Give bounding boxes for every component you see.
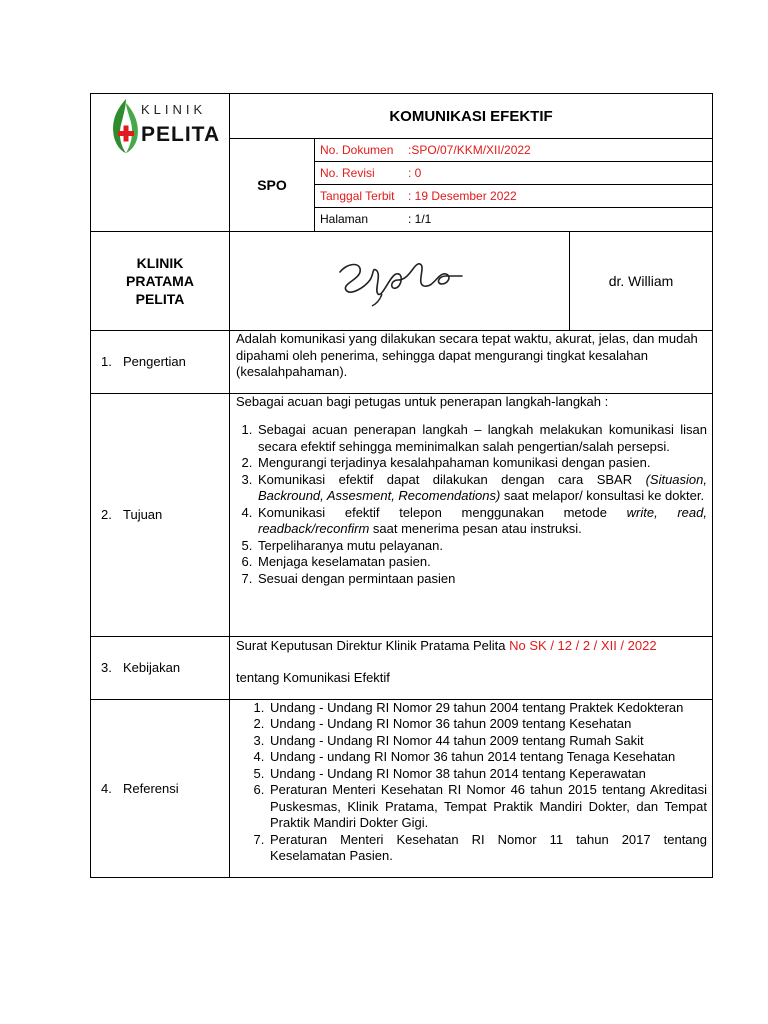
org-line: PELITA — [135, 291, 185, 307]
meta-key: No. Dokumen — [320, 143, 394, 157]
row-referensi — [91, 699, 713, 877]
meta-cell — [315, 139, 713, 232]
meta-row-dokumen — [315, 139, 712, 162]
list-item: 2. Mengurangi terjadinya kesalahpahaman komunikasi dengan pasien. — [256, 455, 707, 472]
meta-row-revisi — [315, 162, 712, 185]
row-kebijakan — [91, 636, 713, 699]
logo-text-klinik: KLINIK — [141, 102, 207, 117]
list-item: 5. Undang - Undang RI Nomor 38 tahun 2014 tentang Keperawatan — [268, 766, 707, 783]
meta-key: Tanggal Terbit — [320, 189, 395, 203]
meta-table — [315, 139, 712, 230]
meta-value: : 0 — [408, 166, 422, 180]
org-line: PRATAMA — [126, 273, 194, 289]
pengertian-paragraph: Adalah komunikasi yang dilakukan secara tepat waktu, akurat, jelas, dan mudah dipahami oleh penerima, sehingga dapat mengurangi tingkat kesalahan (kesalahpahaman). — [236, 331, 698, 379]
meta-row-halaman — [315, 208, 712, 231]
list-item: 1. Undang - Undang RI Nomor 29 tahun 2004 tentang Praktek Kedokteran — [268, 700, 707, 717]
text-pengertian — [230, 331, 713, 393]
list-item: 4. Undang - undang RI Nomor 36 tahun 2014 tentang Tenaga Kesehatan — [268, 749, 707, 766]
section-label: Pengertian — [123, 354, 186, 370]
spo-label: SPO — [230, 139, 315, 232]
list-item: 7. Peraturan Menteri Kesehatan RI Nomor 11 tahun 2017 tentang Keselamatan Pasien. — [268, 832, 707, 865]
signatory-name: dr. William — [570, 232, 713, 331]
logo-text-pelita: PELITA — [141, 123, 221, 146]
row-tujuan — [91, 393, 713, 636]
list-item: 4. Komunikasi efektif telepon menggunakan metode write, read, readback/reconfirm saat menerima pesan atau instruksi. — [256, 505, 707, 538]
kebijakan-line1: Surat Keputusan Direktur Klinik Pratama Pelita No SK / 12 / 2 / XII / 2022 — [236, 637, 657, 653]
text-referensi — [230, 699, 713, 877]
section-number: 1. — [101, 354, 112, 370]
meta-value: :SPO/07/KKM/XII/2022 — [408, 143, 531, 157]
header-table — [90, 93, 713, 232]
list-item: 3. Komunikasi efektif dapat dilakukan dengan cara SBAR (Situasion, Backround, Assesment, Recomendations) saat melapor/ konsultasi ke dokter. — [256, 472, 707, 505]
clinic-logo — [91, 94, 229, 154]
referensi-list — [236, 700, 707, 865]
spo-document — [90, 93, 713, 878]
document-title: KOMUNIKASI EFEKTIF — [230, 94, 713, 139]
content-table — [90, 331, 713, 878]
list-item: 2. Undang - Undang RI Nomor 36 tahun 2009 tentang Kesehatan — [268, 716, 707, 733]
list-item: 3. Undang - Undang RI Nomor 44 tahun 2009 tentang Rumah Sakit — [268, 733, 707, 750]
label-tujuan — [91, 393, 230, 636]
org-line: KLINIK — [136, 255, 184, 271]
tujuan-list — [236, 422, 707, 587]
logo-cell — [91, 94, 230, 232]
kebijakan-line2: tentang Komunikasi Efektif — [236, 670, 390, 685]
tujuan-intro: Sebagai acuan bagi petugas untuk penerapan langkah-langkah : — [236, 393, 609, 409]
section-number: 3. — [101, 660, 112, 675]
list-item: 7. Sesuai dengan permintaan pasien — [256, 571, 707, 588]
text-tujuan — [230, 393, 713, 636]
section-number: 4. — [101, 780, 112, 796]
meta-row-tanggal — [315, 185, 712, 208]
sk-number: No SK / 12 / 2 / XII / 2022 — [509, 637, 657, 653]
list-item: 6. Menjaga keselamatan pasien. — [256, 554, 707, 571]
signature-cell — [230, 232, 570, 331]
section-label: Kebijakan — [123, 660, 181, 675]
flame-cross-icon — [109, 97, 143, 155]
meta-key: No. Revisi — [320, 166, 375, 180]
list-item: 1. Sebagai acuan penerapan langkah – langkah melakukan komunikasi lisan secara efektif sehingga meminimalkan salah pengertian/salah persepsi. — [256, 422, 707, 455]
meta-value: : 19 Desember 2022 — [408, 189, 517, 203]
list-item: 6. Peraturan Menteri Kesehatan RI Nomor 46 tahun 2015 tentang Akreditasi Puskesmas, Klinik Pratama, Tempat Praktik Mandiri Dokter, dan Tempat Praktik Mandiri Dokter Gigi. — [268, 782, 707, 832]
signature-image — [330, 250, 470, 310]
label-pengertian — [91, 331, 230, 393]
section-label: Referensi — [123, 780, 179, 796]
approval-table — [90, 232, 713, 331]
meta-value: : 1/1 — [408, 212, 432, 226]
label-referensi — [91, 699, 230, 877]
list-item: 5. Terpeliharanya mutu pelayanan. — [256, 538, 707, 555]
text-kebijakan — [230, 636, 713, 699]
row-pengertian — [91, 331, 713, 393]
section-number: 2. — [101, 507, 112, 522]
section-label: Tujuan — [123, 507, 163, 522]
meta-key: Halaman — [320, 212, 369, 226]
label-kebijakan — [91, 636, 230, 699]
organization-name — [91, 232, 230, 331]
